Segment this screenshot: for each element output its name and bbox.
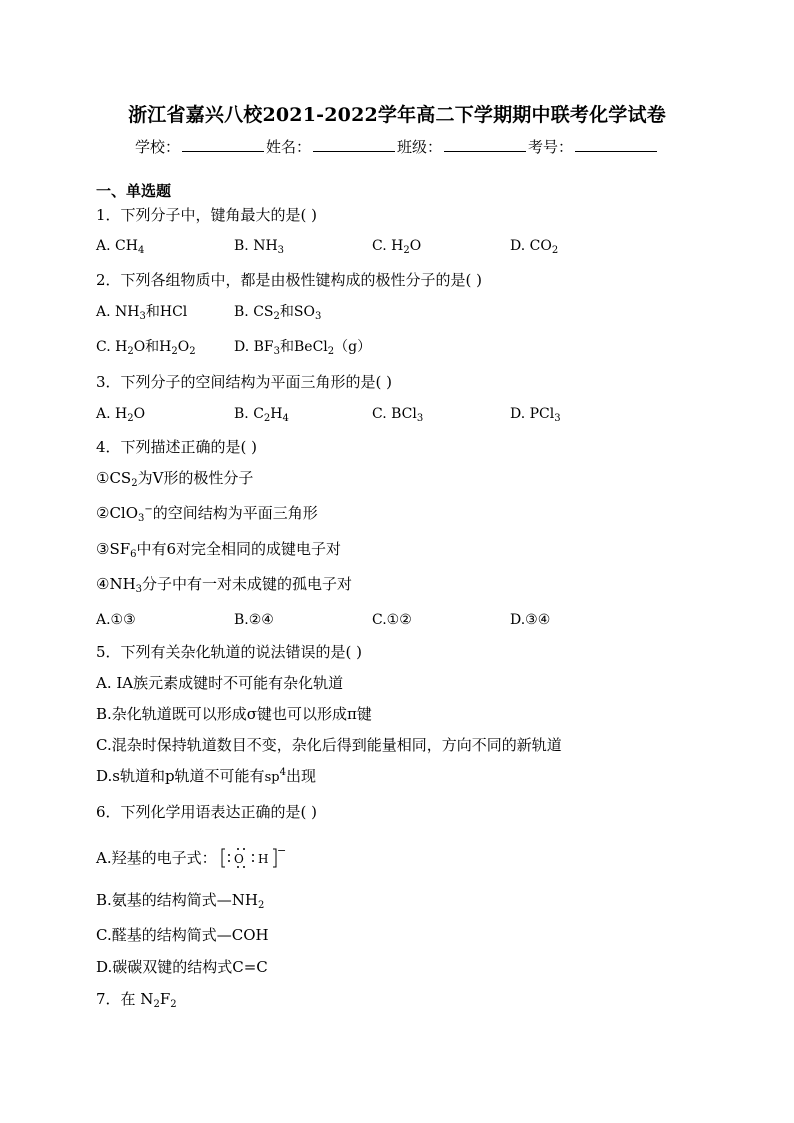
student-info-line [0,136,794,157]
q4-statement-4: $④NH_3$分子中有一对未成键的孤电子对 [96,575,353,595]
q4-stem: 4．下列描述正确的是( ) [96,438,258,456]
q1-option-a: A. $CH_4$ [96,238,145,256]
electron-dot [228,860,230,862]
q3-stem: 3．下列分子的空间结构为平面三角形的是( ) [96,373,393,391]
name-blank[interactable] [313,137,395,152]
q4-option-a: A.①③ [96,612,136,628]
lewis-bracket-graphic [221,844,286,870]
name-label: 姓名： [265,138,311,156]
q1-stem: 1．下列分子中，键角最大的是( ) [96,206,318,224]
q6-option-a: A.羟基的电子式： O H − [96,846,283,870]
q5-option-c: C.混杂时保持轨道数目不变，杂化后得到能量相同，方向不同的新轨道 [96,736,562,754]
q4-statement-3: $③SF_6$中有6对完全相同的成键电子对 [96,540,342,560]
electron-dot [252,860,254,862]
lewis-hydrogen: H [257,852,269,866]
electron-dot [237,848,239,850]
q7-stem: 7．在 $N_2F_2$ [96,990,177,1010]
lewis-charge: − [276,844,286,857]
hydroxyl-electron-formula [221,844,286,870]
q5-stem: 5．下列有关杂化轨道的说法错误的是( ) [96,643,363,661]
q5-option-d: D.s轨道和p轨道不可能有$sp^4$出现 [96,767,316,785]
class-blank[interactable] [444,137,526,152]
q1-option-b: B. $NH_3$ [234,238,285,256]
q3-option-a: A. $H_2O$ [96,406,146,424]
q5-option-a: A. ⅠA族元素成键时不可能有杂化轨道 [96,674,344,692]
electron-dot [252,854,254,856]
exam-no-label: 考号： [528,138,574,156]
q3-option-d: D. PCl$_3$ [510,406,561,424]
q2-option-d: D. $BF_3$和BeCl$_2$（g） [234,339,372,357]
electron-dot [243,866,245,868]
electron-dot [237,866,239,868]
lewis-oxygen: O [233,852,244,866]
q2-option-c: C. $H_2O$和$H_2O_2$ [96,339,196,357]
q5-option-b: B.杂化轨道既可以形成σ键也可以形成π键 [96,705,372,723]
electron-dot [228,854,230,856]
q6-stem: 6．下列化学用语表达正确的是( ) [96,803,318,821]
q4-statement-2: ②ClO$_3$−的空间结构为平面三角形 [96,504,318,524]
q4-option-d: D.③④ [510,612,551,628]
q4-option-c: C.①② [372,612,412,628]
exam-title: 浙江省嘉兴八校2021-2022学年高二下学期期中联考化学试卷 [128,104,666,126]
q6-option-d: D.碳碳双键的结构式C=C [96,958,268,976]
q6-option-b: B.氨基的结构简式$—NH_2$ [96,891,265,911]
q3-option-c: C. BCl$_3$ [372,406,424,424]
q2-stem: 2．下列各组物质中，都是由极性键构成的极性分子的是( ) [96,271,483,289]
q3-option-b: B. $C_2H_4$ [234,406,289,424]
q1-option-c: C. $H_2O$ [372,238,422,256]
q4-option-b: B.②④ [234,612,274,628]
class-label: 班级： [397,138,443,156]
exam-no-blank[interactable] [575,137,657,152]
q6-option-c: C.醛基的结构简式—COH [96,926,269,944]
school-blank[interactable] [182,137,264,152]
school-label: 学校： [134,138,180,156]
section-heading: 一、单选题 [96,182,172,200]
q2-option-a: A. $NH_3$和HCl [96,304,188,322]
q2-option-b: B. $CS_2$和$SO_3$ [234,304,322,322]
q4-statement-1: $①CS_2$为V形的极性分子 [96,469,254,489]
q1-option-d: D. $CO_2$ [510,238,559,256]
electron-dot [243,848,245,850]
